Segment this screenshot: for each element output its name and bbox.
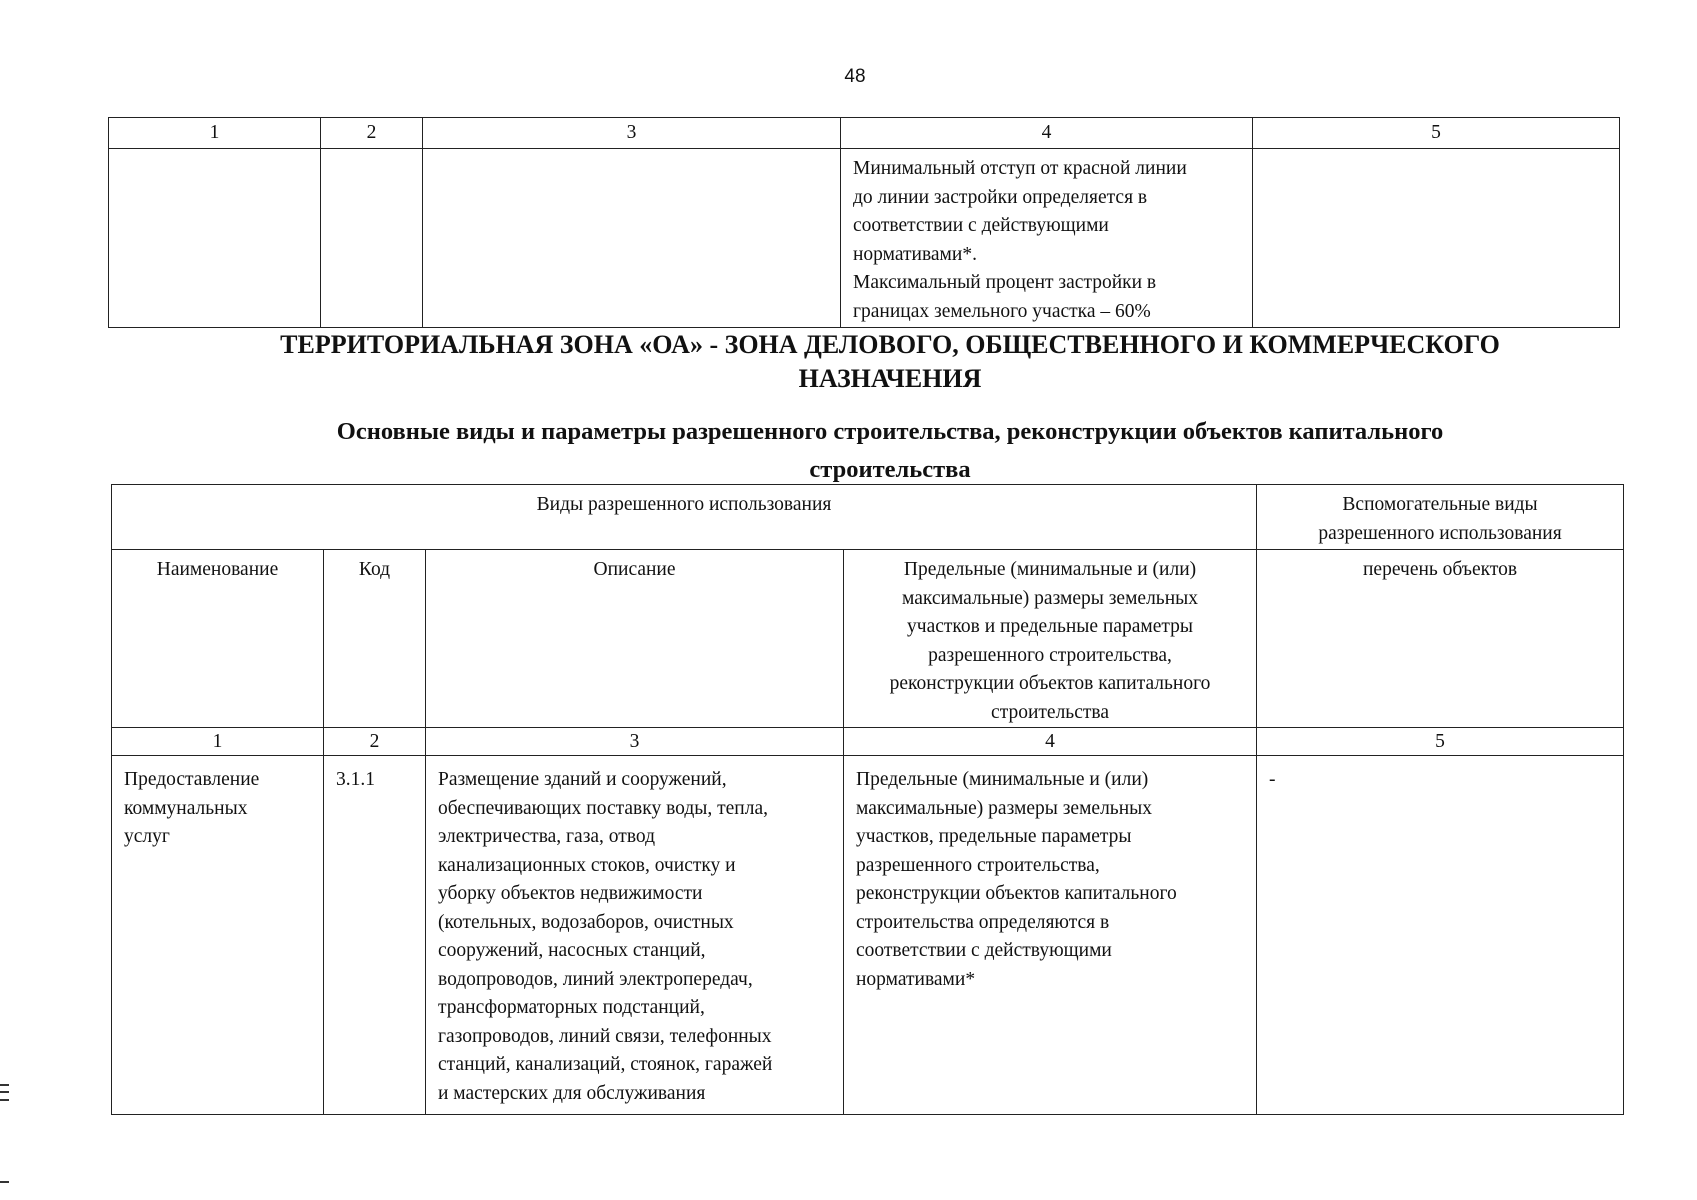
text-line: канализационных стоков, очистку и [438,854,736,876]
column-number: 2 [324,728,426,756]
column-number: 5 [1257,728,1624,756]
table-cell [423,149,841,328]
text-line: Предоставление [124,769,260,790]
group-header-row [112,485,1624,550]
column-number: 1 [112,728,324,756]
column-number: 5 [1253,118,1620,149]
table-cell [321,149,423,328]
zone-title-line: НАЗНАЧЕНИЯ [798,364,982,393]
zone-title-line: ТЕРРИТОРИАЛЬНАЯ ЗОНА «ОА» - ЗОНА ДЕЛОВОГО, ОБЩЕСТВЕННОГО И КОММЕРЧЕСКОГО [280,330,1500,359]
text-line: нормативами*. [853,243,977,265]
text-line: до линии застройки определяется в [853,186,1148,208]
table-row [112,756,1624,1115]
use-limits-cell [844,756,1257,1115]
continued-table [108,117,1620,328]
text-line: участков, предельные параметры [856,826,1132,847]
header-line: строительства [991,701,1109,723]
header-limits [844,550,1257,728]
column-number: 1 [109,118,321,149]
use-objects-cell: - [1257,756,1624,1115]
header-objects: перечень объектов [1257,550,1624,728]
column-number-row [109,118,1620,149]
header-line: участков и предельные параметры [907,616,1193,637]
text-line: газопроводов, линий связи, телефонных [438,1025,772,1047]
text-line: Максимальный процент застройки в [853,272,1157,293]
column-number: 3 [423,118,841,149]
table-cell [1253,149,1620,328]
aux-header [1257,485,1624,550]
text-line: Предельные (минимальные и (или) [856,769,1149,790]
header-code: Код [324,550,426,728]
text-line: Минимальный отступ от красной линии [853,158,1187,179]
margin-mark [0,1091,9,1093]
header-line: разрешенного использования [1318,522,1562,544]
zone-title [150,328,1630,396]
column-number: 4 [841,118,1253,149]
margin-mark [0,1099,9,1101]
header-line: реконструкции объектов капитального [889,673,1211,694]
column-number: 4 [844,728,1257,756]
section-title-line: Основные виды и параметры разрешенного строительства, реконструкции объектов капитального [336,418,1444,445]
table-cell [109,149,321,328]
margin-mark [0,1084,9,1086]
table-row [109,149,1620,328]
text-line: сооружений, насосных станций, [438,940,706,961]
text-line: разрешенного строительства, [856,854,1100,876]
text-line: электричества, газа, отвод [438,826,656,847]
use-name-cell [112,756,324,1115]
text-line: нормативами* [856,968,976,990]
header-line: максимальные) размеры земельных [902,587,1198,609]
column-number: 2 [321,118,423,149]
text-line: уборку объектов недвижимости [438,883,703,904]
text-line: услуг [124,826,170,847]
text-line: максимальные) размеры земельных [856,797,1152,819]
permitted-use-table [111,484,1624,1115]
column-number: 3 [426,728,844,756]
header-line: разрешенного строительства, [928,644,1172,666]
group-header: Виды разрешенного использования [112,485,1257,550]
text-line: (котельных, водозаборов, очистных [438,911,734,933]
column-number-row [112,728,1624,756]
text-line: трансформаторных подстанций, [438,997,705,1018]
use-description-cell [426,756,844,1115]
text-line: коммунальных [124,797,248,819]
section-title [150,413,1630,489]
use-code-cell: 3.1.1 [324,756,426,1115]
text-line: соответствии с действующими [856,940,1112,961]
header-name: Наименование [112,550,324,728]
text-line: границах земельного участка – 60% [853,300,1151,322]
header-line: Предельные (минимальные и (или) [903,559,1197,580]
section-title-line: строительства [809,456,971,483]
header-line: Вспомогательные виды [1342,494,1538,515]
text-line: и мастерских для обслуживания [438,1082,706,1104]
margin-mark [0,1181,9,1183]
text-line: Размещение зданий и сооружений, [438,769,727,790]
column-header-row [112,550,1624,728]
text-line: соответствии с действующими [853,215,1109,236]
header-description: Описание [426,550,844,728]
text-line: реконструкции объектов капитального [856,883,1177,904]
text-line: водопроводов, линий электропередач, [438,968,753,990]
text-line: строительства определяются в [856,911,1110,933]
text-line: обеспечивающих поставку воды, тепла, [438,797,768,819]
parameters-cell [841,149,1253,328]
page-number: 48 [844,66,866,87]
text-line: станций, канализаций, стоянок, гаражей [438,1054,773,1075]
